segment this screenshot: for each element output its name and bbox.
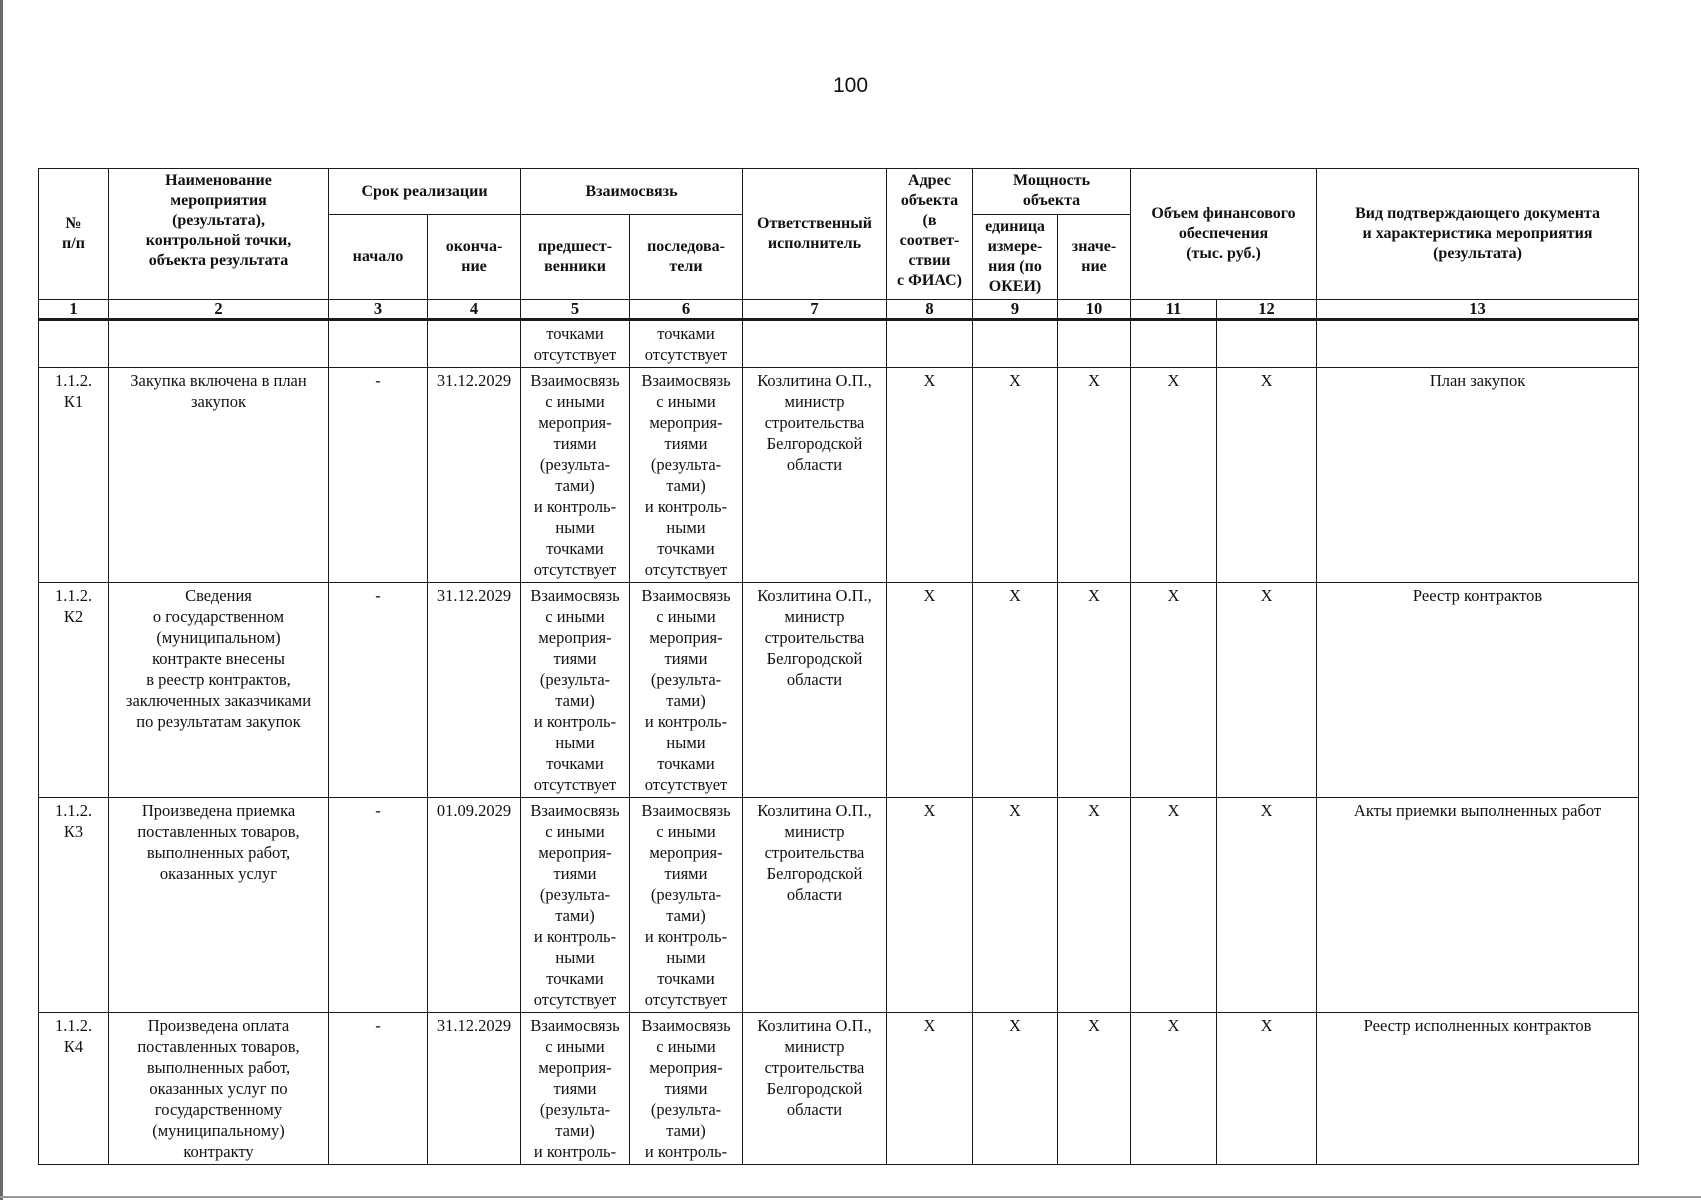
column-number: 5: [521, 300, 630, 320]
carry-unit: [973, 320, 1058, 368]
carry-responsible: [743, 320, 887, 368]
row-document: План закупок: [1317, 368, 1639, 583]
row-num: 1.1.2. К4: [39, 1013, 109, 1165]
row-address-mark: X: [887, 798, 973, 1013]
row-successors: Взаимосвязь с иными мероприя- тиями (результа- тами) и контроль-: [630, 1013, 743, 1165]
header-period: Срок реализации: [329, 169, 521, 215]
header-link: Взаимосвязь: [521, 169, 743, 215]
header-num: № п/п: [39, 169, 109, 300]
header-finance: Объем финансового обеспечения (тыс. руб.): [1131, 169, 1317, 300]
header-period-end: оконча- ние: [428, 215, 521, 300]
header-name: Наименование мероприятия (результата), контрольной точки, объекта результата: [109, 169, 329, 300]
row-unit-mark: X: [973, 798, 1058, 1013]
carry-doc: [1317, 320, 1639, 368]
column-number: 13: [1317, 300, 1639, 320]
row-document: Реестр исполненных контрактов: [1317, 1013, 1639, 1165]
row-finance-11-mark: X: [1131, 798, 1217, 1013]
row-responsible: Козлитина О.П., министр строительства Белгородской области: [743, 368, 887, 583]
table-body: [39, 368, 1639, 1165]
carry-start: [329, 320, 428, 368]
column-number: 1: [39, 300, 109, 320]
table-row: [39, 583, 1639, 798]
row-finance-11-mark: X: [1131, 368, 1217, 583]
row-address-mark: X: [887, 368, 973, 583]
row-start: -: [329, 798, 428, 1013]
header-link-prev: предшест- венники: [521, 215, 630, 300]
row-responsible: Козлитина О.П., министр строительства Белгородской области: [743, 583, 887, 798]
row-value-mark: X: [1058, 1013, 1131, 1165]
carry-prev: точками отсутствует: [521, 320, 630, 368]
scan-edge-bottom: [0, 1196, 1701, 1198]
row-successors: Взаимосвязь с иными мероприя- тиями (результа- тами) и контроль- ными точками отсутствует: [630, 798, 743, 1013]
carry-address: [887, 320, 973, 368]
header-capacity-unit: единица измере- ния (по ОКЕИ): [973, 215, 1058, 300]
table-row: [39, 1013, 1639, 1165]
row-end: 31.12.2029: [428, 1013, 521, 1165]
header-capacity-value: значе- ние: [1058, 215, 1131, 300]
header-address: Адрес объекта (в соответ- ствии с ФИАС): [887, 169, 973, 300]
carry-next: точками отсутствует: [630, 320, 743, 368]
row-name: Произведена оплата поставленных товаров, выполненных работ, оказанных услуг по государственному (муниципальному) контракту: [109, 1013, 329, 1165]
header-doc: Вид подтверждающего документа и характеристика мероприятия (результата): [1317, 169, 1639, 300]
row-finance-12-mark: X: [1217, 583, 1317, 798]
row-predecessors: Взаимосвязь с иными мероприя- тиями (результа- тами) и контроль- ными точками отсутствует: [521, 368, 630, 583]
scan-edge-left: [0, 0, 3, 1200]
column-number: 6: [630, 300, 743, 320]
row-predecessors: Взаимосвязь с иными мероприя- тиями (результа- тами) и контроль- ными точками отсутствует: [521, 798, 630, 1013]
row-end: 31.12.2029: [428, 583, 521, 798]
column-number-row: [39, 300, 1639, 320]
header-capacity: Мощность объекта: [973, 169, 1131, 215]
row-address-mark: X: [887, 583, 973, 798]
row-document: Реестр контрактов: [1317, 583, 1639, 798]
row-name: Закупка включена в план закупок: [109, 368, 329, 583]
carry-over-row: [39, 320, 1639, 368]
row-end: 31.12.2029: [428, 368, 521, 583]
column-number: 7: [743, 300, 887, 320]
row-finance-12-mark: X: [1217, 368, 1317, 583]
row-predecessors: Взаимосвязь с иными мероприя- тиями (результа- тами) и контроль- ными точками отсутствует: [521, 583, 630, 798]
row-finance-11-mark: X: [1131, 1013, 1217, 1165]
row-start: -: [329, 1013, 428, 1165]
row-name: Сведения о государственном (муниципальном) контракте внесены в реестр контрактов, заключенных заказчиками по результатам закупок: [109, 583, 329, 798]
row-successors: Взаимосвязь с иными мероприя- тиями (результа- тами) и контроль- ными точками отсутствует: [630, 368, 743, 583]
row-finance-11-mark: X: [1131, 583, 1217, 798]
row-name: Произведена приемка поставленных товаров, выполненных работ, оказанных услуг: [109, 798, 329, 1013]
row-end: 01.09.2029: [428, 798, 521, 1013]
page-number: 100: [832, 74, 869, 97]
header-period-start: начало: [329, 215, 428, 300]
column-number: 3: [329, 300, 428, 320]
row-num: 1.1.2. К3: [39, 798, 109, 1013]
row-num: 1.1.2. К2: [39, 583, 109, 798]
row-value-mark: X: [1058, 798, 1131, 1013]
row-unit-mark: X: [973, 583, 1058, 798]
column-number: 2: [109, 300, 329, 320]
carry-name: [109, 320, 329, 368]
table-row: [39, 798, 1639, 1013]
row-finance-12-mark: X: [1217, 798, 1317, 1013]
column-number: 4: [428, 300, 521, 320]
row-unit-mark: X: [973, 368, 1058, 583]
row-num: 1.1.2. К1: [39, 368, 109, 583]
header-link-next: последова- тели: [630, 215, 743, 300]
row-value-mark: X: [1058, 368, 1131, 583]
row-predecessors: Взаимосвязь с иными мероприя- тиями (результа- тами) и контроль-: [521, 1013, 630, 1165]
plan-table: [38, 168, 1639, 1165]
row-unit-mark: X: [973, 1013, 1058, 1165]
column-number: 11: [1131, 300, 1217, 320]
row-document: Акты приемки выполненных работ: [1317, 798, 1639, 1013]
carry-num: [39, 320, 109, 368]
row-successors: Взаимосвязь с иными мероприя- тиями (результа- тами) и контроль- ными точками отсутствует: [630, 583, 743, 798]
row-responsible: Козлитина О.П., министр строительства Белгородской области: [743, 1013, 887, 1165]
column-number: 12: [1217, 300, 1317, 320]
column-number: 10: [1058, 300, 1131, 320]
table-row: [39, 368, 1639, 583]
row-start: -: [329, 368, 428, 583]
row-start: -: [329, 583, 428, 798]
header-responsible: Ответственный исполнитель: [743, 169, 887, 300]
row-value-mark: X: [1058, 583, 1131, 798]
column-number: 9: [973, 300, 1058, 320]
carry-value: [1058, 320, 1131, 368]
carry-end: [428, 320, 521, 368]
row-address-mark: X: [887, 1013, 973, 1165]
row-responsible: Козлитина О.П., министр строительства Белгородской области: [743, 798, 887, 1013]
row-finance-12-mark: X: [1217, 1013, 1317, 1165]
carry-finance-12: [1217, 320, 1317, 368]
carry-finance-11: [1131, 320, 1217, 368]
column-number: 8: [887, 300, 973, 320]
